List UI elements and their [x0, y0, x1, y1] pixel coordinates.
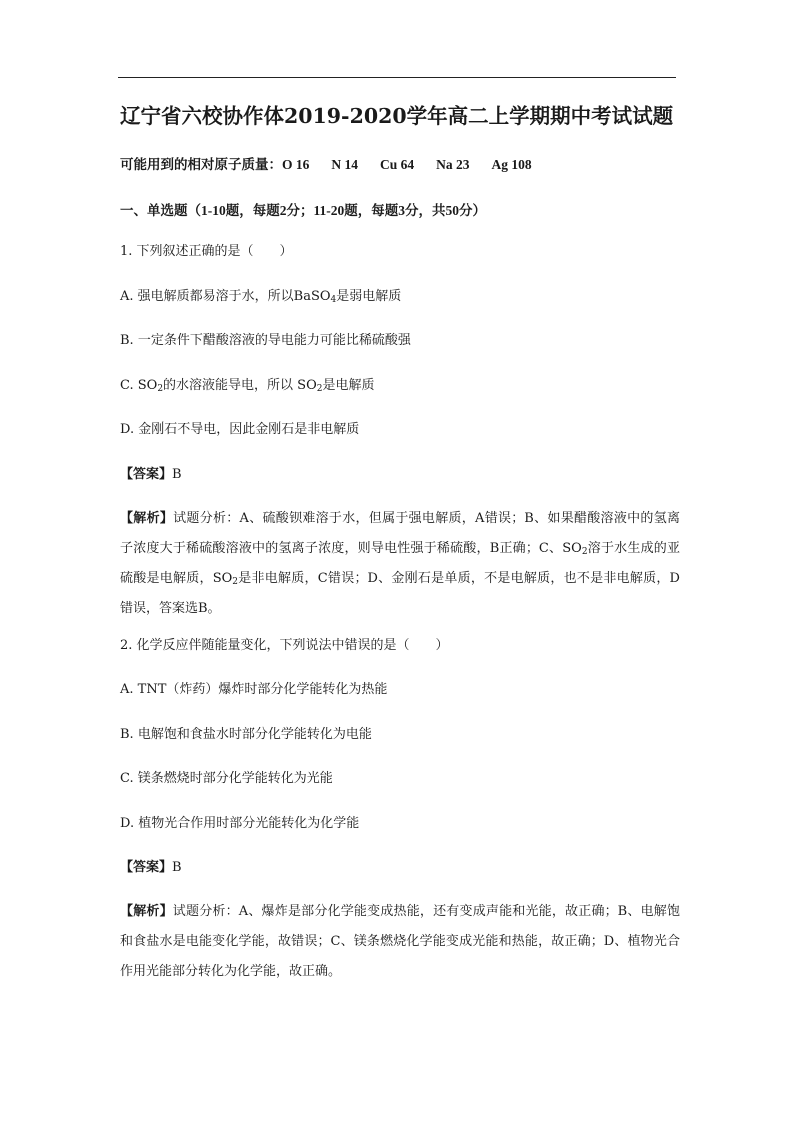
answer-value: B — [172, 860, 182, 875]
question-2-answer — [120, 859, 680, 877]
question-2-option-d: D. 植物光合作用时部分光能转化为化学能 — [120, 815, 360, 831]
analysis-label: 【解析】 — [120, 510, 174, 526]
question-1-option-b: B. 一定条件下醋酸溶液的导电能力可能比稀硫酸强 — [120, 333, 411, 348]
atomic-mass-item: N 14 — [331, 157, 359, 172]
question-1-option-d: D. 金刚石不导电，因此金刚石是非电解质 — [120, 422, 360, 437]
question-1-option-c: C. $SO_2$的水溶液能导电，所以 $SO_2$是电解质 — [120, 377, 375, 394]
atomic-mass-label: 可能用到的相对原子质量： — [120, 157, 282, 172]
question-2-option-c: C. 镁条燃烧时部分化学能转化为光能 — [120, 771, 333, 786]
page-title: 辽宁省六校协作体2019-2020学年高二上学期期中考试试题 — [120, 104, 674, 128]
atomic-mass-item: Cu 64 — [380, 157, 415, 172]
question-1-stem: 1. 下列叙述正确的是（ ） — [120, 244, 293, 259]
atomic-mass-item: Ag 108 — [491, 157, 532, 172]
question-2-option-a: A. TNT（炸药）爆炸时部分化学能转化为热能 — [120, 682, 388, 697]
atomic-mass-line — [120, 153, 680, 173]
question-2-analysis: 【解析】试题分析：A、爆炸是部分化学能变成热能，还有变成声能和光能，故正确；B、电解饱和食盐水是电能变化学能，故错误；C、镁条燃烧化学能变成光能和热能，故正确；D、植物光合作用光能部分转化为化学能，故正确。 — [120, 904, 680, 979]
atomic-mass-item: Na 23 — [436, 157, 470, 172]
answer-value: B — [172, 466, 182, 482]
question-2-stem: 2. 化学反应伴随能量变化，下列说法中错误的是（ ） — [120, 637, 449, 653]
document-body — [120, 100, 680, 987]
question-2-option-b: B. 电解饱和食盐水时部分化学能转化为电能 — [120, 726, 372, 742]
atomic-mass-item: O 16 — [282, 157, 310, 172]
question-1-answer — [120, 466, 680, 484]
answer-label: 【答案】 — [120, 466, 173, 482]
question-1-analysis: 【解析】试题分析：A、硫酸钡难溶于水，但属于强电解质，A错误；B、如果醋酸溶液中的氢离子浓度大于稀硫酸溶液中的氢离子浓度，则导电性强于稀硫酸，B正确；C、$SO_2$溶于水生成的亚硫酸是电解质，$SO_2$是非电解质，C错误；D、金刚石是单质，不是电解质，也不是非电解质，D错误，答案选B。 — [120, 510, 680, 616]
answer-label: 【答案】 — [120, 860, 173, 875]
analysis-label: 【解析】 — [120, 904, 173, 919]
section-heading: 一、单选题（1-10题，每题2分；11-20题，每题3分，共50分） — [120, 203, 486, 218]
question-1-option-a: A. 强电解质都易溶于水，所以BaSO$_4$是弱电解质 — [120, 288, 402, 305]
header-rule — [118, 77, 676, 78]
